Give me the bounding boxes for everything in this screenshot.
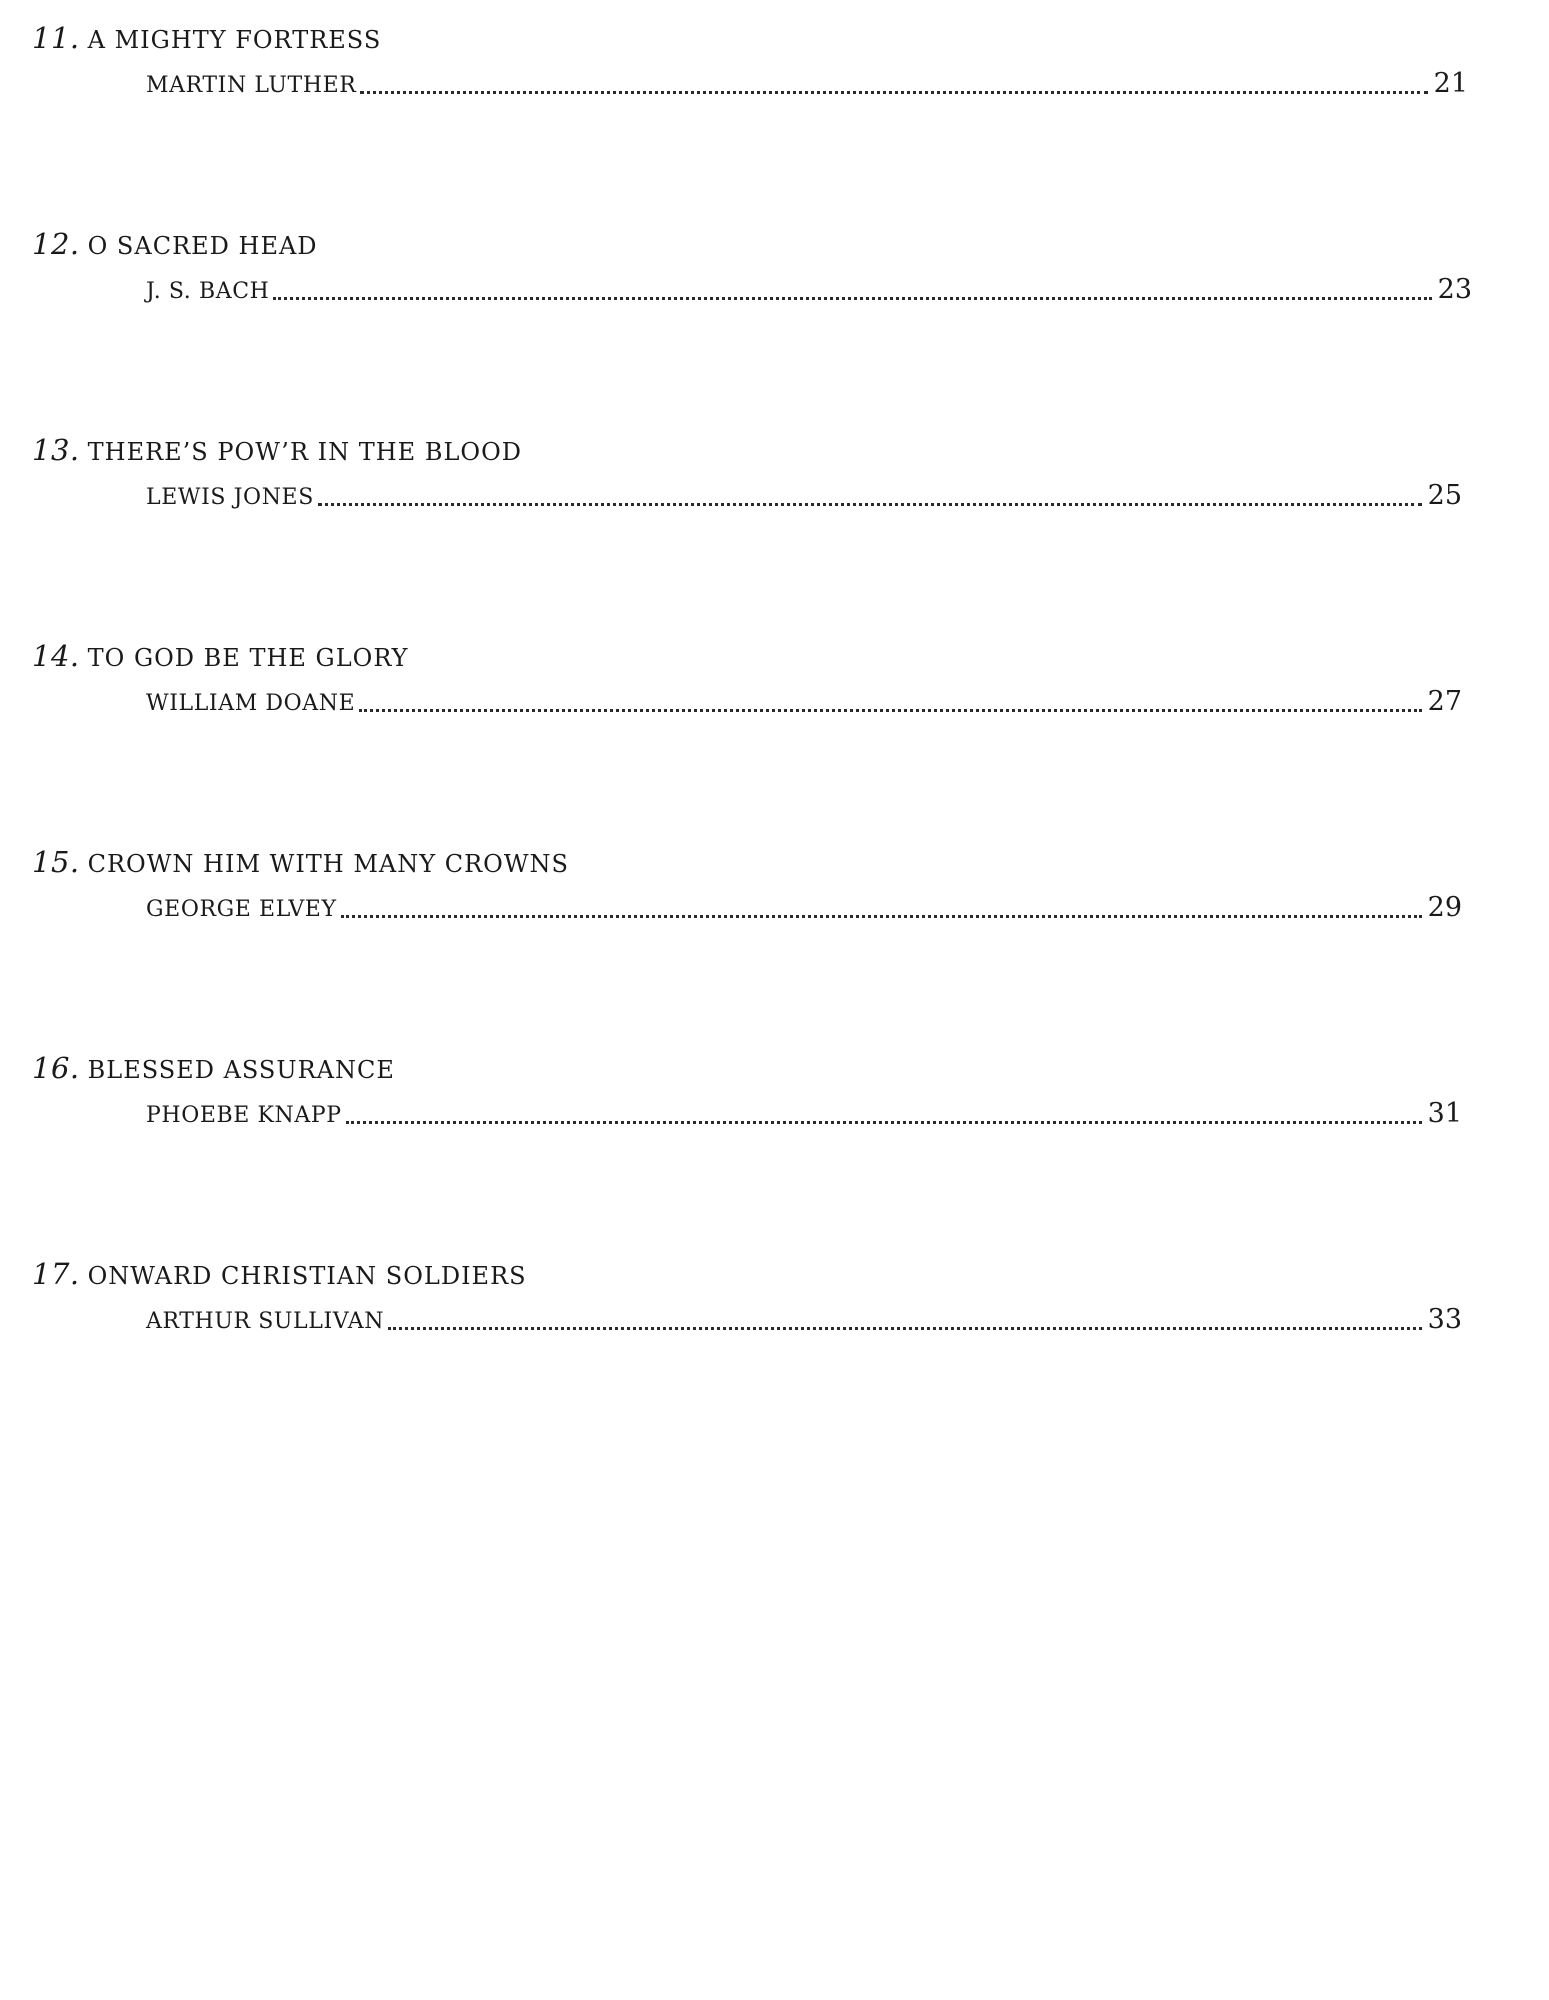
dot-leader	[341, 915, 1422, 918]
entry-number: 12.	[32, 227, 80, 261]
entry-title-line	[32, 228, 318, 265]
entry-number: 14.	[32, 639, 80, 673]
toc-entry	[0, 0, 1549, 120]
dot-leader	[360, 91, 1427, 94]
entry-author-line	[146, 686, 1462, 720]
entry-number: 13.	[32, 433, 80, 467]
entry-page-number: 21	[1433, 68, 1468, 99]
entry-author: PHOEBE KNAPP	[146, 1103, 342, 1128]
entry-title: BLESSED ASSURANCE	[87, 1056, 395, 1084]
entry-author-line	[146, 1304, 1462, 1338]
toc-entry	[0, 412, 1549, 532]
toc-entry	[0, 1030, 1549, 1150]
entry-number: 11.	[32, 21, 80, 55]
dot-leader	[346, 1121, 1422, 1124]
dot-leader	[318, 503, 1422, 506]
entry-title-line	[32, 846, 569, 883]
entry-author: WILLIAM DOANE	[146, 691, 356, 716]
entry-number: 15.	[32, 845, 80, 879]
entry-page-number: 25	[1427, 480, 1462, 511]
entry-page-number: 27	[1427, 686, 1462, 717]
entry-title-line	[32, 434, 522, 471]
toc-entry	[0, 824, 1549, 944]
entry-title: TO GOD BE THE GLORY	[87, 644, 409, 672]
entry-author: MARTIN LUTHER	[146, 73, 357, 98]
entry-title: THERE’S POW’R IN THE BLOOD	[87, 438, 522, 466]
entry-title: A MIGHTY FORTRESS	[87, 26, 382, 54]
entry-author-line	[146, 892, 1462, 926]
entry-page-number: 31	[1427, 1098, 1462, 1129]
entry-author: GEORGE ELVEY	[146, 897, 337, 922]
entry-author-line	[146, 68, 1468, 102]
toc-entry	[0, 1236, 1549, 1356]
entry-title: CROWN HIM WITH MANY CROWNS	[87, 850, 569, 878]
dot-leader	[273, 297, 1431, 300]
toc-entry	[0, 206, 1549, 326]
dot-leader	[359, 709, 1421, 712]
entry-page-number: 33	[1427, 1304, 1462, 1335]
entry-title: ONWARD CHRISTIAN SOLDIERS	[87, 1262, 527, 1290]
entry-page-number: 23	[1437, 274, 1472, 305]
entry-author: LEWIS JONES	[146, 485, 314, 510]
entry-author: J. S. BACH	[146, 279, 270, 304]
entry-author-line	[146, 1098, 1462, 1132]
entry-author: ARTHUR SULLIVAN	[146, 1309, 385, 1334]
toc-entry	[0, 618, 1549, 738]
entry-title-line	[32, 1052, 395, 1089]
entry-author-line	[146, 480, 1462, 514]
entry-title-line	[32, 1258, 527, 1295]
entry-number: 16.	[32, 1051, 80, 1085]
entry-page-number: 29	[1427, 892, 1462, 923]
entry-number: 17.	[32, 1257, 80, 1291]
entry-author-line	[146, 274, 1472, 308]
entry-title: O SACRED HEAD	[87, 232, 318, 260]
entry-title-line	[32, 22, 381, 59]
entry-title-line	[32, 640, 409, 677]
dot-leader	[388, 1327, 1422, 1330]
